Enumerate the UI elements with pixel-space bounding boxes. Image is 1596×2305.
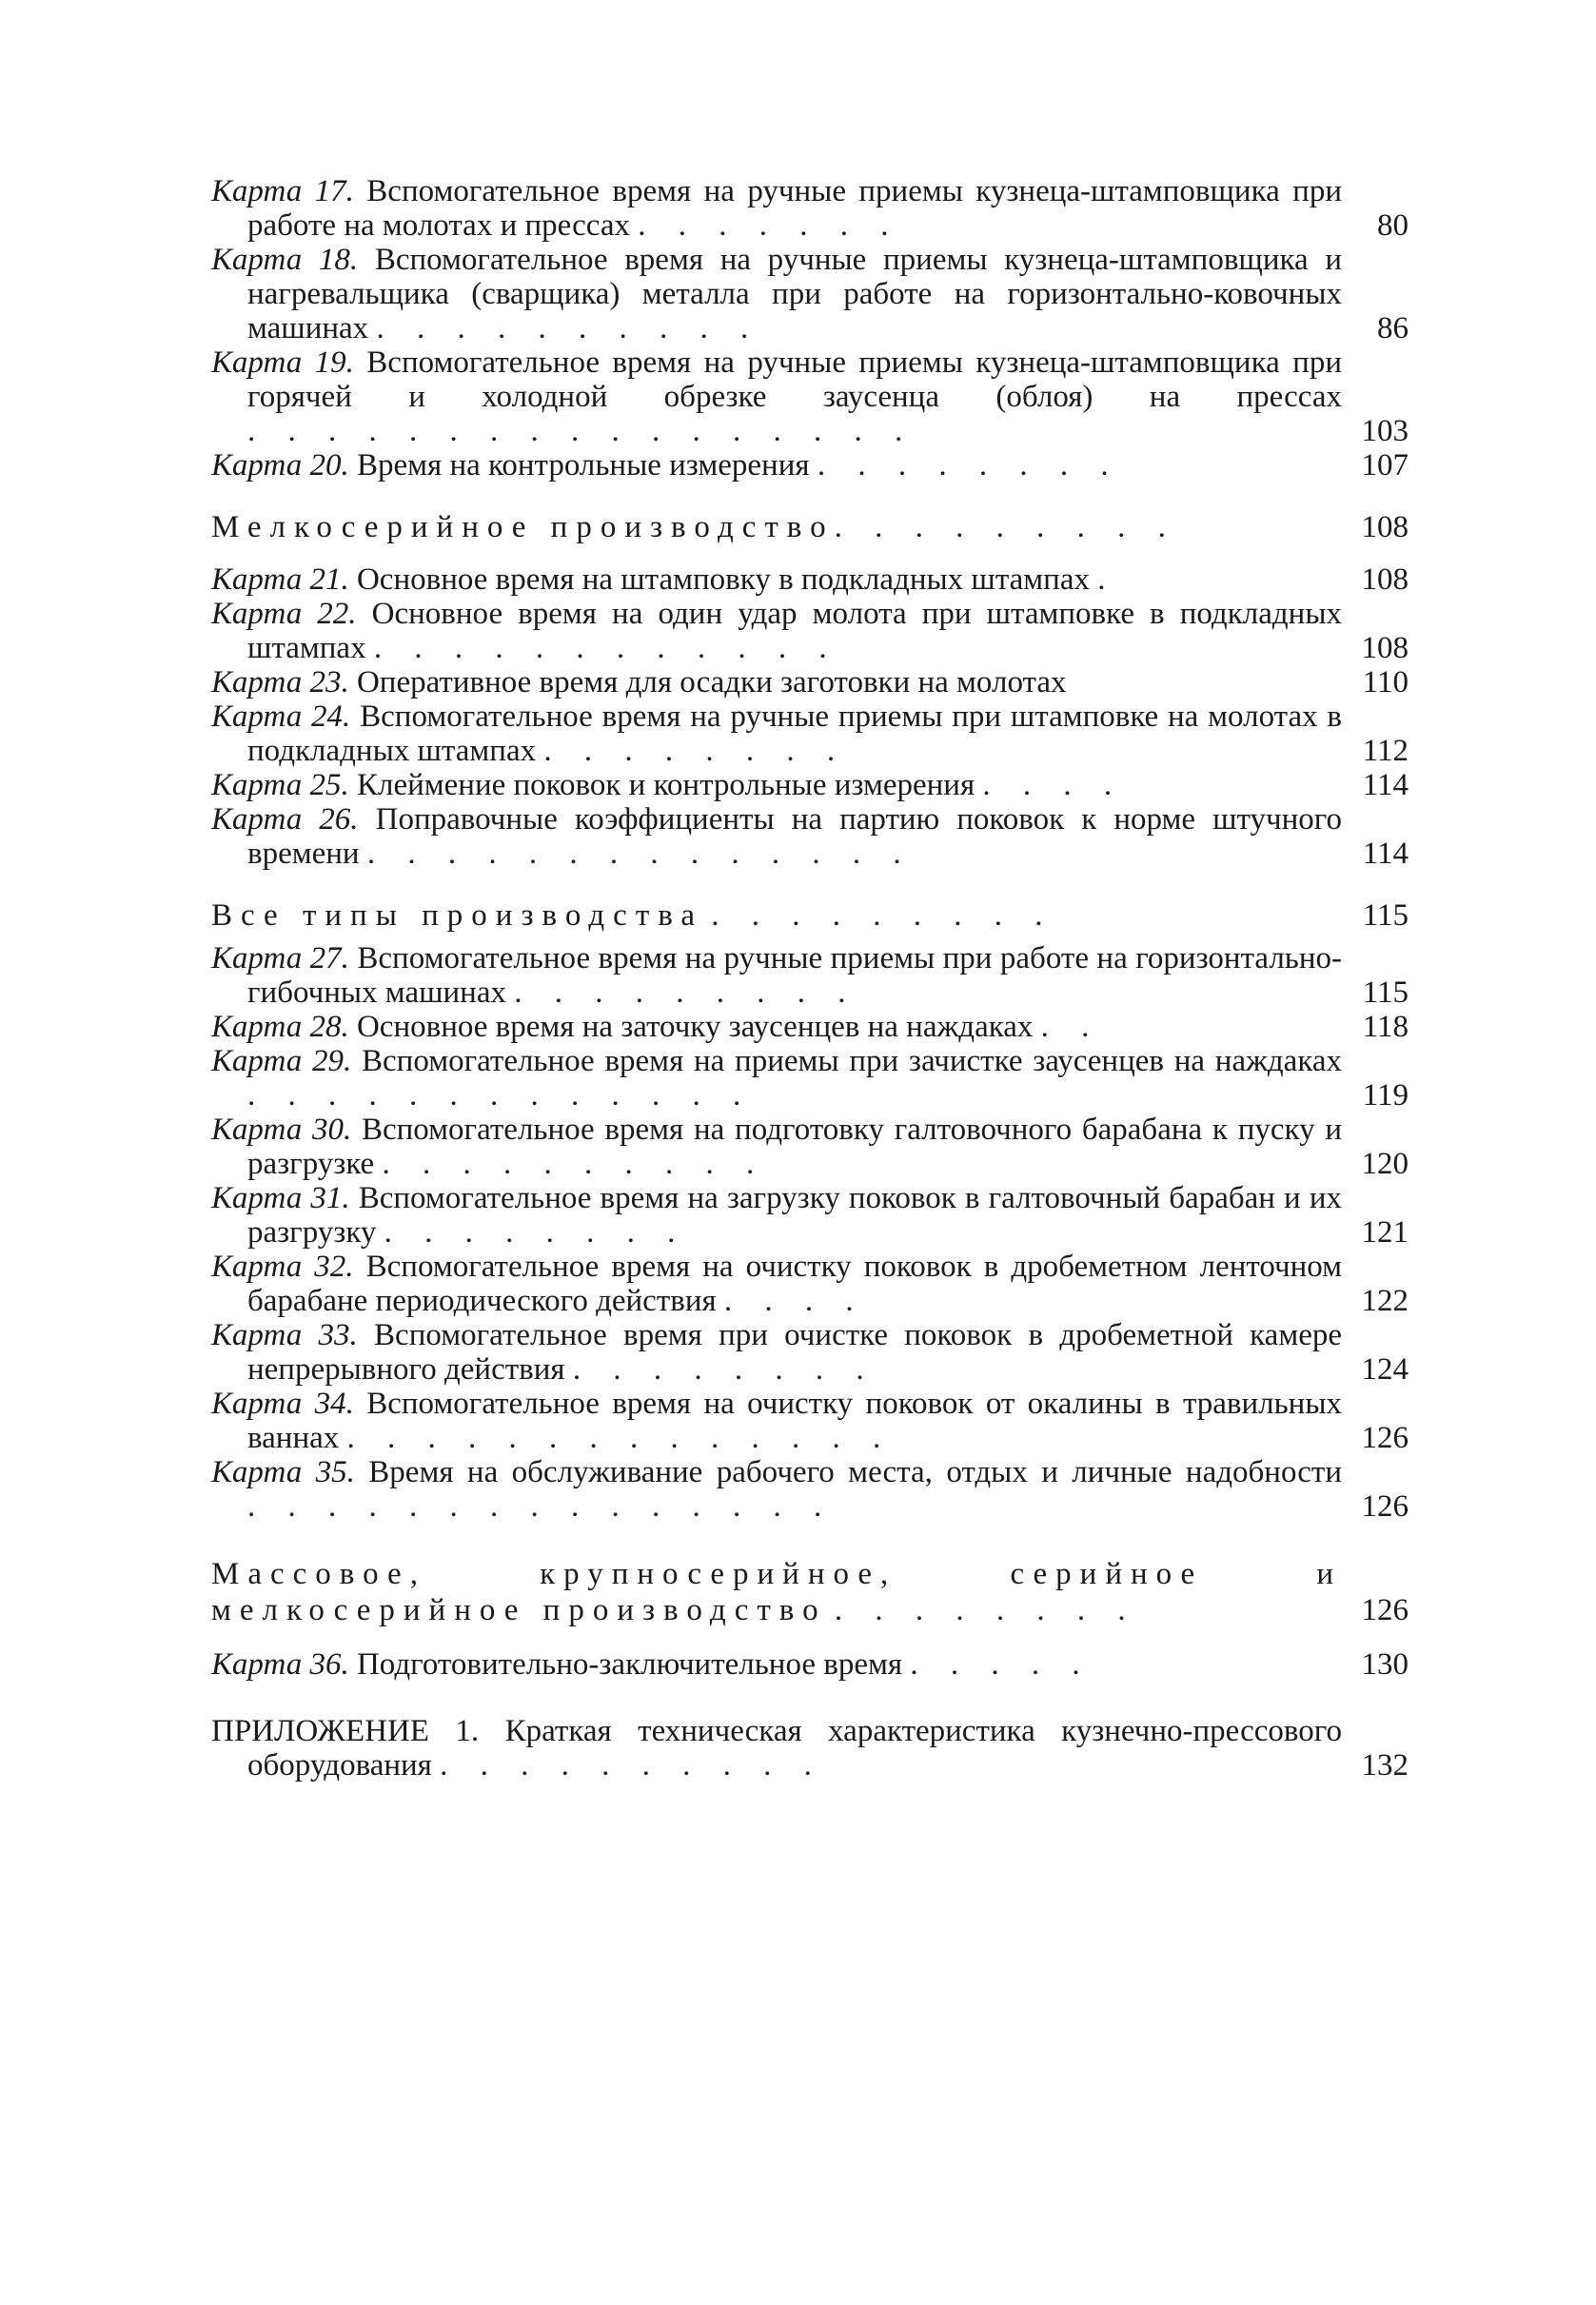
toc-page-number: 103	[1361, 414, 1409, 448]
toc-entry	[211, 1010, 1409, 1044]
toc-entry	[211, 345, 1409, 448]
toc-entry-label: Карта 32.	[211, 1250, 354, 1284]
toc-entry-text: Вспомогательное время на загрузку поковок в галтовочный барабан и их разгрузку	[247, 1181, 1343, 1250]
toc-page-number: 132	[1361, 1748, 1409, 1783]
toc-dots: . . . . .	[910, 1647, 1093, 1682]
toc-page-number: 110	[1362, 665, 1409, 699]
toc-dots: . . . . . . . .	[543, 734, 848, 768]
toc-page-number: 126	[1361, 1421, 1409, 1455]
toc-entry-label: Карта 18.	[211, 243, 359, 277]
toc-entry	[211, 1387, 1409, 1455]
toc-dots: . . . . . . . . . . . .	[373, 631, 839, 665]
toc-entry-label: Карта 36.	[211, 1647, 349, 1682]
toc-entry-text: Клеймение поковок и контрольные измерения	[356, 768, 975, 802]
toc-dots: . . . . . . . .	[384, 1215, 688, 1250]
toc-entry	[211, 768, 1409, 802]
toc-page-number: 114	[1362, 837, 1409, 871]
toc-dots: . . . . . . . . . .	[440, 1748, 824, 1783]
toc-page-number: 121	[1361, 1215, 1409, 1250]
toc-entry-text: Вспомогательное время на ручные приемы кузнеца-штамповщика при горячей и холодной обрезке заусенца (облоя) на прессах	[247, 345, 1342, 414]
toc-dots: . .	[1040, 1010, 1102, 1044]
toc-entry-text: Оперативное время для осадки заготовки на молотах	[356, 665, 1067, 699]
toc-entry	[211, 1181, 1409, 1250]
toc-entry-label: Карта 33.	[211, 1318, 358, 1352]
toc-dots: . . . . . . . . . .	[376, 311, 761, 345]
toc-page-number: 108	[1361, 631, 1409, 665]
toc-entry	[211, 448, 1409, 483]
toc-dots: . . . . . . . . .	[834, 510, 1178, 544]
toc-page-number: 80	[1377, 208, 1409, 243]
toc-entry-text: Основное время на штамповку в подкладных штампах	[356, 562, 1090, 597]
toc-entry	[211, 1113, 1409, 1181]
toc-dots: . . . . . . . .	[817, 448, 1121, 483]
toc-entry	[211, 174, 1409, 243]
toc-dots: . . . . . . . . .	[514, 975, 858, 1010]
toc-page-number: 108	[1361, 562, 1409, 597]
toc-entry-text: Основное время на заточку заусенцев на наждаках	[356, 1010, 1034, 1044]
toc-entry-label: Карта 26.	[211, 802, 359, 837]
toc-dots: . . . . . . . . . . . . . .	[346, 1421, 894, 1455]
toc-entry	[211, 699, 1409, 768]
toc-entry	[211, 562, 1409, 597]
toc-dots: . . . . . . .	[638, 208, 901, 243]
toc-entry-text: Вспомогательное время на приемы при зачистке заусенцев на наждаках	[362, 1044, 1343, 1078]
toc-entry-label: Карта 30.	[211, 1113, 352, 1147]
section-title: Массовое, крупносерийное, серийное и мелкосерийное производство	[211, 1557, 1342, 1627]
toc-entry-label: Карта 34.	[211, 1387, 354, 1421]
toc-page-number: 118	[1362, 1010, 1409, 1044]
section-title: Мелкосерийное производство	[211, 510, 835, 544]
toc-entry	[211, 1044, 1409, 1113]
toc-entry-text: Вспомогательное время на очистку поковок в дробеметном ленточном барабане периодического действия	[247, 1250, 1343, 1318]
toc-page-number: 120	[1361, 1147, 1409, 1181]
toc-page-number: 122	[1361, 1284, 1409, 1318]
toc-entry-text: Вспомогательное время на ручные приемы кузнеца-штамповщика и нагревальщика (сварщика) металла при работе на горизонтально-ковочных машинах	[247, 243, 1343, 345]
toc-section-heading	[211, 509, 1409, 545]
toc-entry	[211, 243, 1409, 345]
toc-entry-text: Основное время на один удар молота при штамповке в подкладных штампах	[247, 597, 1342, 665]
toc-entry-text: Вспомогательное время на ручные приемы при работе на горизонтально-гибочных машинах	[247, 941, 1342, 1010]
toc-entry-label: Карта 22.	[211, 597, 357, 631]
toc-entry-label: Карта 19.	[211, 345, 354, 380]
toc-page-number: 108	[1361, 510, 1409, 544]
toc-dots: . . . . . . . . . . . . . . .	[247, 1489, 835, 1524]
toc-page-number: 114	[1362, 768, 1409, 802]
table-of-contents	[211, 174, 1409, 1783]
appendix-text: Краткая техническая характеристика кузнечно-прессового оборудования	[247, 1714, 1342, 1783]
toc-entry-label: Карта 29.	[211, 1044, 352, 1078]
toc-entry-text: Время на контрольные измерения	[356, 448, 810, 483]
toc-entry-text: Вспомогательное время на очистку поковок от окалины в травильных ваннах	[247, 1387, 1343, 1455]
toc-section-heading	[211, 897, 1409, 934]
toc-entry-label: Карта 17.	[211, 174, 354, 208]
toc-dots: . . . .	[982, 768, 1125, 802]
toc-entry-text: Поправочные коэффициенты на партию поковок к норме штучного времени	[247, 802, 1343, 871]
toc-page-number: 126	[1361, 1489, 1409, 1524]
section-title: Все типы производства	[211, 898, 704, 933]
toc-page-number: 115	[1362, 898, 1409, 933]
toc-entry	[211, 802, 1409, 871]
toc-entry-text: Вспомогательное время на ручные приемы кузнеца-штамповщика при работе на молотах и прессах	[247, 174, 1342, 243]
toc-entry-label: Карта 28.	[211, 1010, 349, 1044]
toc-entry-label: Карта 31.	[211, 1181, 350, 1215]
toc-entry-label: Карта 24.	[211, 699, 351, 734]
toc-entry-label: Карта 27.	[211, 941, 349, 975]
toc-entry	[211, 1250, 1409, 1318]
toc-page-number: 86	[1377, 311, 1409, 345]
toc-entry-label: Карта 25.	[211, 768, 349, 802]
toc-entry-label: Карта 20.	[211, 448, 349, 483]
toc-entry-text: Вспомогательное время на подготовку галтовочного барабана к пуску и разгрузке	[247, 1113, 1343, 1181]
toc-page-number: 115	[1362, 975, 1409, 1010]
toc-appendix-entry	[211, 1714, 1409, 1783]
toc-page-number: 126	[1361, 1593, 1409, 1627]
toc-dots: . . . .	[723, 1284, 866, 1318]
appendix-title: ПРИЛОЖЕНИЕ 1.	[211, 1714, 480, 1748]
toc-entry-label: Карта 21.	[211, 562, 349, 597]
toc-dots: . . . . . . . . . . . . . . . . .	[247, 414, 916, 448]
toc-entry	[211, 941, 1409, 1010]
toc-entry-text: Вспомогательное время при очистке поковок в дробеметной камере непрерывного действия	[247, 1318, 1343, 1387]
toc-page-number: 112	[1362, 734, 1409, 768]
toc-entry	[211, 1455, 1409, 1524]
toc-dots: . . . . . . . . .	[711, 898, 1055, 933]
toc-dots: . . . . . . . . . .	[382, 1147, 767, 1181]
toc-page-number: 130	[1361, 1647, 1409, 1682]
toc-entry-label: Карта 23.	[211, 665, 349, 699]
toc-entry-text: Подготовительно-заключительное время	[356, 1647, 903, 1682]
toc-page-number: 107	[1361, 448, 1409, 483]
toc-entry-text: Вспомогательное время на ручные приемы при штамповке на молотах в подкладных штампах	[247, 699, 1343, 768]
toc-entry	[211, 665, 1409, 699]
toc-page-number: 124	[1361, 1352, 1409, 1387]
toc-dots: . . . . . . . . . . . . .	[247, 1078, 754, 1113]
toc-entry	[211, 1647, 1409, 1682]
toc-entry	[211, 1318, 1409, 1387]
toc-entry-label: Карта 35.	[211, 1455, 355, 1489]
toc-entry-text: Время на обслуживание рабочего места, отдых и личные надобности	[368, 1455, 1343, 1489]
toc-page-number: 119	[1362, 1078, 1409, 1113]
toc-dots: . . . . . . . . . . . . . .	[366, 837, 914, 871]
toc-dots: .	[1097, 562, 1118, 597]
toc-dots: . . . . . . . .	[572, 1352, 877, 1387]
toc-dots: . . . . . . . .	[834, 1593, 1138, 1627]
toc-section-heading	[211, 1556, 1409, 1628]
toc-entry	[211, 597, 1409, 665]
